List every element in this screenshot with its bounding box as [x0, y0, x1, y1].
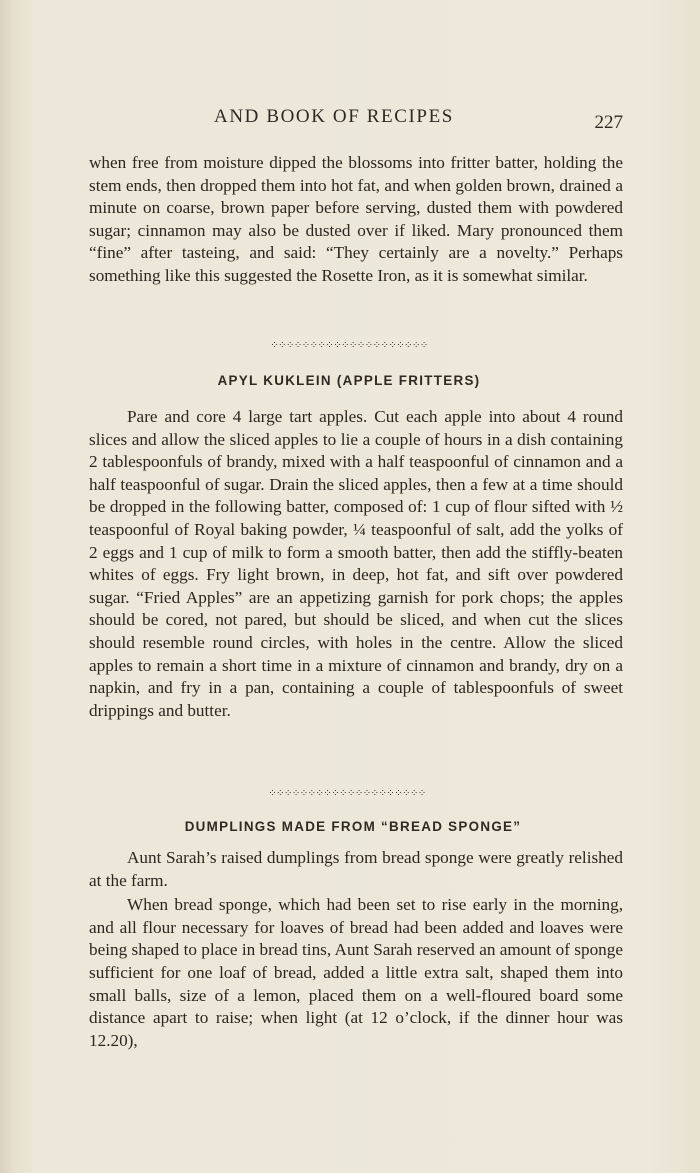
- section-divider-ornament: ⁘⁘⁘⁘⁘⁘⁘⁘⁘⁘⁘⁘⁘⁘⁘⁘⁘⁘⁘⁘: [268, 788, 426, 799]
- continuation-paragraph: when free from moisture dipped the blossoms into fritter batter, holding the stem ends, then dropped them into hot fat, and when golden brown, drained a minute on coarse, brown paper before serving, dusted them with powdered sugar; cinnamon may also be dusted over if liked. Mary pronounced them “fine” after tasteing, and said: “They certainly are a novelty.” Perhaps something like this suggested the Rosette Iron, as it is somewhat similar.: [89, 153, 623, 285]
- running-head: [90, 106, 625, 136]
- recipe-paragraph: Aunt Sarah’s raised dumplings from bread sponge were greatly relished at the farm.: [89, 848, 623, 890]
- running-head-title: AND BOOK OF RECIPES: [214, 106, 454, 127]
- section-heading-apple-fritters: APYL KUKLEIN (APPLE FRITTERS): [217, 373, 481, 388]
- recipe-paragraph: When bread sponge, which had been set to rise early in the morning, and all flour necessary for loaves of bread had been added and loaves were being shaped to place in bread tins, Aunt Sarah reserved an amount of sponge sufficient for one loaf of bread, added a little extra salt, shaped them into small balls, size of a lemon, placed them on a well-floured board some distance apart to raise; when light (at 12 o’clock, if the dinner hour was 12.20),: [89, 895, 623, 1050]
- section-divider-ornament: ⁘⁘⁘⁘⁘⁘⁘⁘⁘⁘⁘⁘⁘⁘⁘⁘⁘⁘⁘⁘: [270, 340, 428, 351]
- dumplings-recipe: [89, 847, 623, 1052]
- apple-fritters-recipe: [89, 406, 623, 722]
- page-number: 227: [594, 112, 623, 133]
- section-heading-dumplings: DUMPLINGS MADE FROM “BREAD SPONGE”: [184, 819, 522, 834]
- continuation-text: [89, 152, 623, 288]
- recipe-paragraph: Pare and core 4 large tart apples. Cut each apple into about 4 round slices and allow the sliced apples to lie a couple of hours in a dish containing 2 tablespoonfuls of brandy, mixed with a half teaspoonful of cinnamon and a half teaspoonful of sugar. Drain the sliced apples, then a few at a time should be dropped in the following batter, composed of: 1 cup of flour sifted with ½ teaspoonful of Royal baking powder, ¼ teaspoonful of salt, add the yolks of 2 eggs and 1 cup of milk to form a smooth batter, then add the stiffly-beaten whites of eggs. Fry light brown, in deep, hot fat, and sift over powdered sugar. “Fried Apples” are an appetizing garnish for pork chops; the apples should be cored, not pared, but should be sliced, and when cut the slices should resemble round circles, with holes in the centre. Allow the sliced apples to remain a short time in a mixture of cinnamon and brandy, dry on a napkin, and fry in a pan, containing a couple of tablespoonfuls of sweet drippings and butter.: [89, 407, 623, 720]
